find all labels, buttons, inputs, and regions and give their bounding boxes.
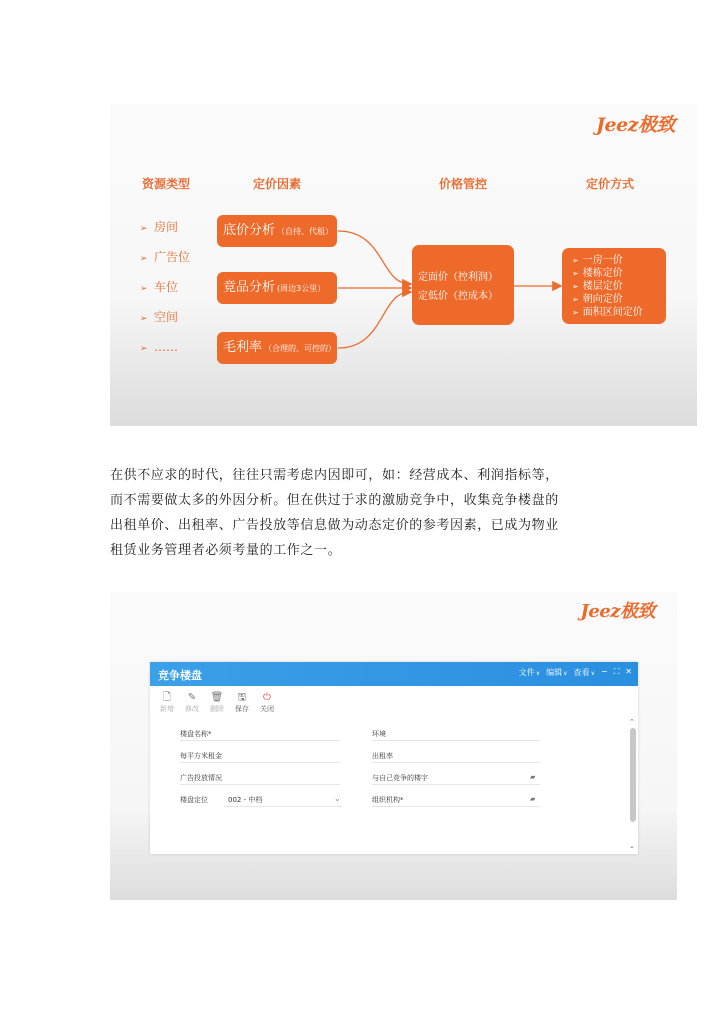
building-name-input[interactable] bbox=[180, 740, 340, 741]
body-paragraph bbox=[110, 463, 615, 563]
chevron-down-icon: ∨ bbox=[535, 670, 541, 677]
new-button[interactable]: 🗋 新增 bbox=[160, 692, 174, 713]
field-org: 组织机构* ▰ bbox=[372, 795, 404, 805]
menu-file[interactable]: 文件∨ bbox=[518, 668, 541, 677]
method-item: ➢ 楼栋定价 bbox=[572, 268, 623, 279]
folder-icon[interactable]: ▰ bbox=[530, 773, 536, 781]
resource-item: ➢ 广告位 bbox=[140, 250, 191, 264]
window-menus bbox=[519, 667, 632, 678]
method-item: ➢ 一房一价 bbox=[572, 255, 623, 266]
window-titlebar bbox=[150, 662, 638, 686]
competitor-building-window bbox=[150, 662, 638, 854]
chevron-down-icon: ∨ bbox=[563, 670, 568, 677]
close-button[interactable]: ⏻ 关闭 bbox=[260, 692, 274, 713]
paragraph-line: 租赁业务管理者必须考量的工作之一。 bbox=[110, 543, 342, 558]
resource-item: ➢ 房间 bbox=[140, 220, 179, 234]
arrowhead-bullet-icon: ➢ bbox=[572, 269, 579, 278]
resource-item: ➢ …… bbox=[140, 340, 178, 354]
new-doc-icon: 🗋 bbox=[162, 692, 172, 703]
control-item: 定低价（控成本） bbox=[418, 291, 498, 302]
menu-edit[interactable]: 编辑∨ bbox=[546, 668, 568, 677]
method-item: ➢ 朝向定价 bbox=[572, 294, 623, 305]
trash-icon: 🗑 bbox=[210, 692, 224, 703]
pricing-factors-diagram bbox=[110, 104, 697, 426]
save-button[interactable]: 🖫 保存 bbox=[235, 692, 249, 713]
competitor-of-input[interactable] bbox=[372, 784, 540, 785]
factor-box-floor-price: 底价分析 （自持、代租） bbox=[217, 215, 337, 247]
edit-button[interactable]: ✎ 修改 bbox=[185, 692, 199, 713]
resource-item: ➢ 空间 bbox=[140, 310, 179, 324]
arrowhead-bullet-icon: ➢ bbox=[572, 256, 579, 265]
price-control-box bbox=[412, 245, 514, 325]
menu-view[interactable]: 查看∨ bbox=[573, 668, 595, 677]
arrowhead-bullet-icon: ➢ bbox=[140, 284, 148, 294]
field-building-name: 楼盘名称* bbox=[180, 729, 212, 739]
field-rent-per-sqm: 每平方米租金 bbox=[180, 751, 222, 761]
edit-icon: ✎ bbox=[187, 692, 197, 703]
method-item: ➢ 面积区间定价 bbox=[572, 307, 643, 318]
paragraph-line: 而不需要做太多的外因分析。但在供过于求的激励竞争中，收集竞争楼盘的 bbox=[110, 493, 559, 508]
chevron-down-icon[interactable]: ⌄ bbox=[629, 842, 635, 850]
brand-logo: Jeez极致 bbox=[596, 114, 675, 136]
scrollbar-thumb[interactable] bbox=[630, 728, 636, 822]
header-pricing-method: 定价方式 bbox=[586, 177, 635, 191]
header-price-control: 价格管控 bbox=[439, 177, 488, 191]
factor-box-competitor: 竟品分析 (周边3公里） bbox=[217, 272, 337, 304]
rent-per-sqm-input[interactable] bbox=[180, 762, 340, 763]
paragraph-line: 出租单价、出租率、广告投放等信息做为动态定价的参考因素，已成为物业 bbox=[110, 518, 559, 533]
field-occupancy: 出租率 bbox=[372, 751, 393, 761]
positioning-select[interactable]: 002 - 中档 bbox=[228, 796, 263, 804]
minimize-button[interactable]: − bbox=[600, 667, 608, 676]
positioning-underline bbox=[224, 806, 342, 807]
method-item: ➢ 楼层定价 bbox=[572, 281, 623, 292]
arrowhead-bullet-icon: ➢ bbox=[572, 308, 579, 317]
arrow-floor-price bbox=[338, 231, 410, 284]
window-title: 竞争楼盘 bbox=[158, 669, 202, 682]
ad-info-input[interactable] bbox=[180, 784, 340, 785]
delete-button[interactable]: 🗑 删除 bbox=[210, 692, 224, 713]
field-positioning: 楼盘定位 002 - 中档 ⌄ bbox=[180, 795, 208, 805]
competitor-form-screenshot bbox=[110, 592, 677, 900]
arrowhead-bullet-icon: ➢ bbox=[140, 224, 148, 234]
arrowhead-bullet-icon: ➢ bbox=[572, 282, 579, 291]
brand-logo: Jeez极致 bbox=[580, 601, 655, 622]
field-environment: 环境 bbox=[372, 729, 386, 739]
occupancy-input[interactable] bbox=[372, 762, 540, 763]
chevron-down-icon: ∨ bbox=[590, 670, 595, 677]
arrowhead-bullet-icon: ➢ bbox=[140, 254, 148, 264]
arrowhead-bullet-icon: ➢ bbox=[572, 295, 579, 304]
pricing-method-box bbox=[562, 248, 666, 324]
arrowhead-bullet-icon: ➢ bbox=[140, 314, 148, 324]
header-pricing-factors: 定价因素 bbox=[253, 177, 302, 191]
save-icon: 🖫 bbox=[237, 692, 247, 703]
header-resource-type: 资源类型 bbox=[142, 177, 191, 191]
field-competitor-of: 与自己竞争的楼宇 ▰ bbox=[372, 773, 428, 783]
vertical-scrollbar[interactable] bbox=[629, 718, 636, 850]
factor-box-gross-margin: 毛利率 （合理的、可控的） bbox=[217, 332, 337, 364]
environment-input[interactable] bbox=[372, 740, 540, 741]
arrow-gross-margin bbox=[338, 292, 410, 348]
chevron-down-icon[interactable]: ⌄ bbox=[334, 794, 341, 803]
control-item: 定面价（控利润） bbox=[418, 272, 498, 283]
form-toolbar bbox=[158, 692, 276, 714]
maximize-button[interactable]: ⛶ bbox=[613, 667, 620, 676]
org-input[interactable] bbox=[372, 806, 540, 807]
close-window-button[interactable]: ✕ bbox=[625, 667, 632, 676]
arrowhead-bullet-icon: ➢ bbox=[140, 344, 148, 354]
field-ad-info: 广告投放情况 bbox=[180, 773, 222, 783]
power-icon: ⏻ bbox=[263, 692, 271, 703]
folder-icon[interactable]: ▰ bbox=[530, 795, 536, 803]
resource-item: ➢ 车位 bbox=[140, 280, 179, 294]
chevron-up-icon[interactable]: ⌃ bbox=[629, 718, 635, 726]
paragraph-line: 在供不应求的时代，往往只需考虑内因即可，如：经营成本、利润指标等， bbox=[110, 468, 559, 483]
